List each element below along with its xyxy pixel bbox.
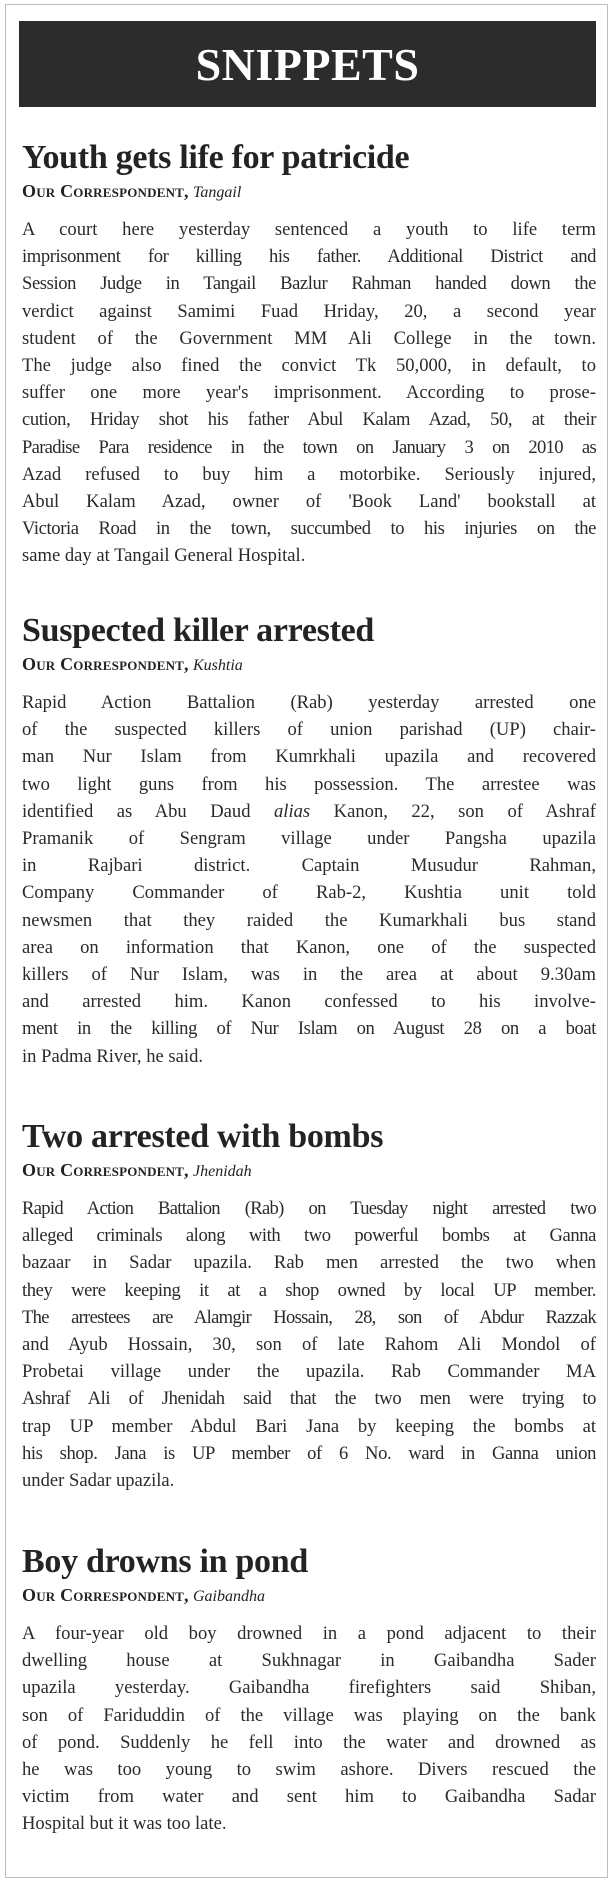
article-two-arrested-bombs [22, 1117, 596, 1494]
body-line: bazaar in Sadar upazila. Rab men arrested the two when [22, 1252, 596, 1274]
body-line: two light guns from his possession. The arrestee was [22, 773, 596, 795]
body-line: Abul Kalam Azad, owner of 'Book Land' bookstall at [22, 491, 596, 513]
body-line: under Sadar upazila. [22, 1470, 175, 1492]
byline-location: Kushtia [192, 657, 243, 674]
body-line: trap UP member Abdul Bari Jana by keeping the bombs at [22, 1415, 596, 1437]
byline-correspondent: Our Correspondent, [22, 654, 189, 674]
body-line: same day at Tangail General Hospital. [22, 545, 306, 567]
byline-correspondent: Our Correspondent, [22, 1585, 189, 1605]
article-headline: Boy drowns in pond [22, 1543, 308, 1580]
body-line: they were keeping it at a shop owned by local UP member. [22, 1279, 596, 1301]
body-line: of pond. Suddenly he fell into the water and drowned as [22, 1731, 596, 1753]
article-suspected-killer [22, 611, 596, 1070]
body-line: identified as Abu Daud alias Kanon, 22, son of Ashraf [22, 800, 597, 822]
article-boy-drowns [22, 1542, 596, 1838]
body-line: his shop. Jana is UP member of 6 No. ward in Ganna union [22, 1442, 596, 1464]
article-byline [22, 653, 596, 677]
body-line: man Nur Islam from Kumrkhali upazila and recovered [22, 746, 596, 768]
body-line: killers of Nur Islam, was in the area at about 9.30am [22, 964, 596, 986]
body-line: upazila yesterday. Gaibandha firefighters said Shiban, [22, 1677, 596, 1699]
body-line: Probetai village under the upazila. Rab Commander MA [22, 1361, 596, 1383]
body-line: cution, Hriday shot his father Abul Kalam Azad, 50, at their [22, 409, 596, 431]
body-line: The arrestees are Alamgir Hossain, 28, son of Abdur Razzak [22, 1306, 596, 1328]
byline-location: Gaibandha [192, 1588, 265, 1605]
body-line: Victoria Road in the town, succumbed to his injuries on the [22, 518, 596, 540]
body-line: victim from water and sent him to Gaibandha Sadar [22, 1786, 596, 1808]
body-line: he was too young to swim ashore. Divers rescued the [22, 1759, 596, 1781]
body-line: A four-year old boy drowned in a pond adjacent to their [22, 1623, 596, 1644]
body-line: The judge also fined the convict Tk 50,000, in default, to [22, 355, 596, 377]
body-line: area on information that Kanon, one of the suspected [22, 936, 596, 958]
article-body [22, 1620, 596, 1838]
article-body [22, 216, 596, 570]
byline-location: Tangail [192, 184, 242, 201]
body-line: A court here yesterday sentenced a youth to life term [22, 219, 596, 240]
body-line: Pramanik of Sengram village under Pangsha upazila [22, 828, 596, 850]
body-line: in Rajbari district. Captain Musudur Rahman, [22, 855, 596, 877]
byline-correspondent: Our Correspondent, [22, 181, 189, 201]
article-headline: Suspected killer arrested [22, 612, 374, 649]
body-line: son of Fariduddin of the village was playing on the bank [22, 1704, 596, 1726]
body-line: Rapid Action Battalion (Rab) on Tuesday night arrested two [22, 1198, 596, 1219]
section-title: SNIPPETS [195, 38, 420, 90]
body-line: student of the Government MM Ali College in the town. [22, 327, 596, 349]
body-line: of the suspected killers of union parishad (UP) chair- [22, 719, 596, 741]
byline-location: Jhenidah [192, 1163, 252, 1180]
article-body [22, 689, 596, 1070]
body-line: Ashraf Ali of Jhenidah said that the two men were trying to [22, 1388, 596, 1410]
body-line: in Padma River, he said. [22, 1045, 204, 1067]
body-line: Company Commander of Rab-2, Kushtia unit told [22, 882, 596, 904]
body-line: dwelling house at Sukhnagar in Gaibandha Sader [22, 1650, 596, 1672]
article-youth-patricide [22, 138, 596, 570]
article-headline: Two arrested with bombs [22, 1118, 384, 1155]
body-line: imprisonment for killing his father. Additional District and [22, 246, 596, 268]
article-byline [22, 1159, 596, 1183]
body-line: suffer one more year's imprisonment. According to prose- [22, 382, 596, 404]
article-body [22, 1195, 596, 1494]
body-line: Paradise Para residence in the town on January 3 on 2010 as [22, 436, 596, 458]
article-byline [22, 1584, 596, 1608]
italic-word: alias [274, 800, 311, 822]
body-line: ment in the killing of Nur Islam on August 28 on a boat [22, 1018, 596, 1040]
body-line: alleged criminals along with two powerful bombs at Ganna [22, 1225, 596, 1247]
body-line: Session Judge in Tangail Bazlur Rahman handed down the [22, 273, 596, 295]
body-line: newsmen that they raided the Kumarkhali bus stand [22, 909, 596, 931]
byline-correspondent: Our Correspondent, [22, 1160, 189, 1180]
body-line: verdict against Samimi Fuad Hriday, 20, a second year [22, 300, 596, 322]
body-line: Rapid Action Battalion (Rab) yesterday arrested one [22, 692, 596, 713]
body-line: and Ayub Hossain, 30, son of late Rahom Ali Mondol of [22, 1334, 596, 1356]
article-byline [22, 180, 596, 204]
body-line: and arrested him. Kanon confessed to his involve- [22, 991, 596, 1013]
article-headline: Youth gets life for patricide [22, 139, 410, 176]
section-banner [19, 21, 596, 107]
body-line: Hospital but it was too late. [22, 1813, 227, 1835]
body-line: Azad refused to buy him a motorbike. Seriously injured, [22, 463, 596, 485]
